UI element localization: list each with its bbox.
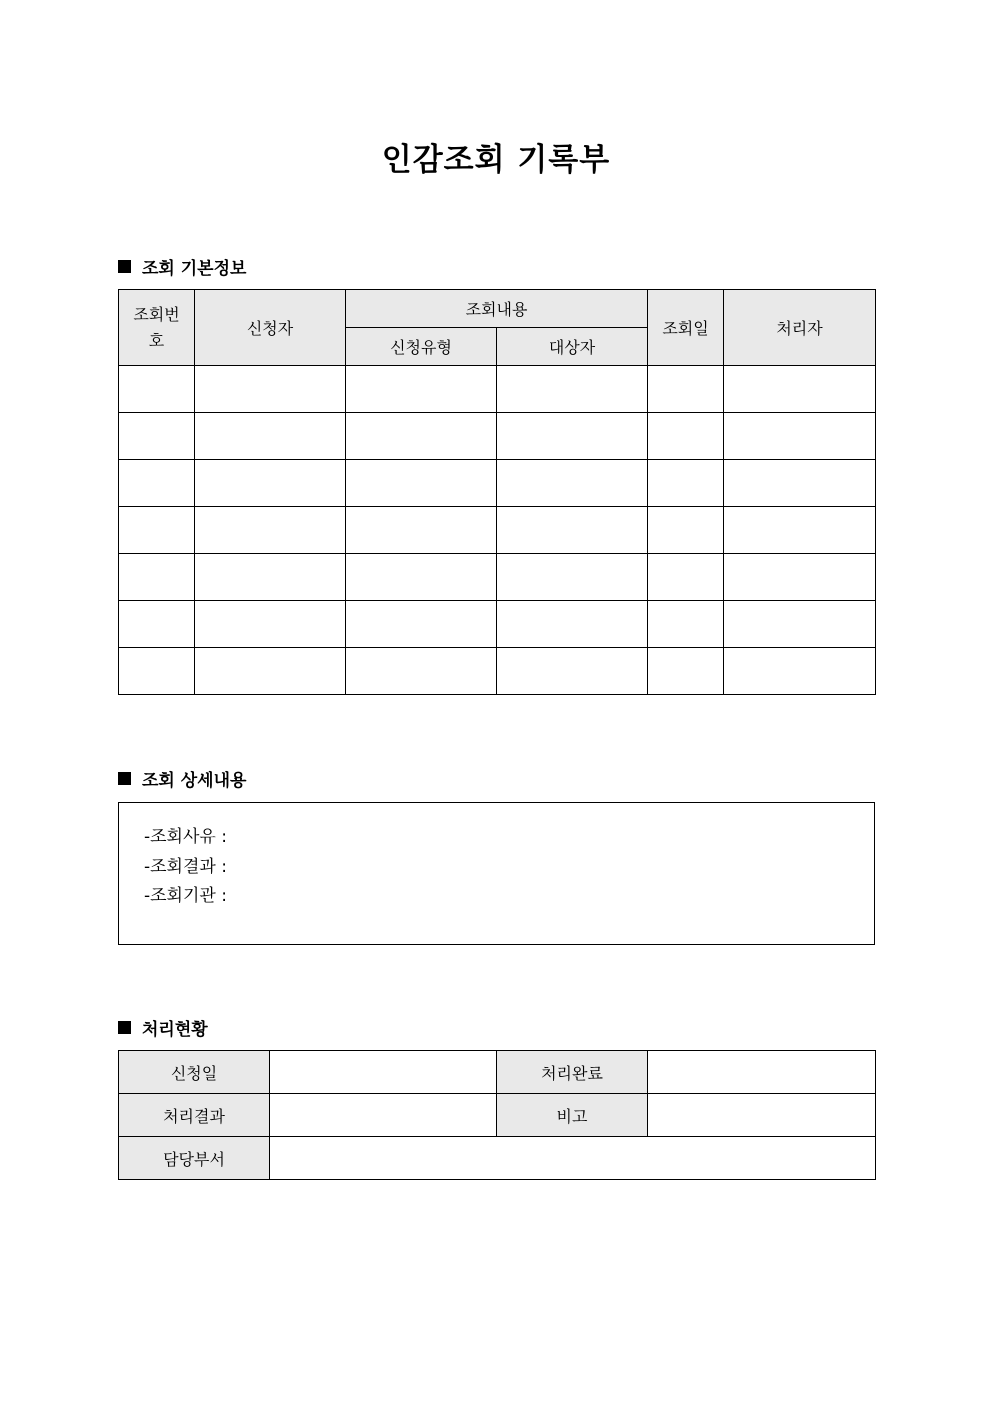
table-row — [119, 460, 876, 507]
table-cell[interactable] — [724, 554, 876, 601]
square-bullet-icon — [118, 1021, 131, 1034]
table-cell[interactable] — [497, 507, 648, 554]
table-cell[interactable] — [648, 366, 724, 413]
table-cell[interactable] — [648, 601, 724, 648]
status-table — [118, 1050, 876, 1180]
header-date: 조회일 — [648, 290, 724, 366]
section-heading-basic-label: 조회 기본정보 — [142, 259, 247, 279]
table-cell[interactable] — [119, 554, 195, 601]
square-bullet-icon — [118, 772, 131, 785]
basic-info-table — [118, 289, 876, 695]
table-row — [119, 601, 876, 648]
detail-box[interactable] — [118, 802, 875, 945]
table-cell[interactable] — [195, 648, 346, 695]
table-cell[interactable] — [497, 366, 648, 413]
detail-line-agency: -조회기관 : — [144, 886, 227, 906]
table-cell[interactable] — [119, 648, 195, 695]
detail-line-result: -조회결과 : — [144, 856, 227, 877]
table-cell[interactable] — [648, 554, 724, 601]
table-cell[interactable] — [195, 366, 346, 413]
table-row — [119, 554, 876, 601]
table-cell[interactable] — [346, 601, 497, 648]
table-cell[interactable] — [648, 413, 724, 460]
table-cell[interactable] — [119, 601, 195, 648]
header-number: 조회번호 — [119, 290, 195, 366]
table-row — [119, 648, 876, 695]
table-cell[interactable] — [724, 366, 876, 413]
table-cell[interactable] — [346, 413, 497, 460]
header-target: 대상자 — [497, 328, 648, 366]
table-cell[interactable] — [119, 413, 195, 460]
table-cell[interactable] — [497, 460, 648, 507]
table-cell[interactable] — [346, 554, 497, 601]
table-cell[interactable] — [724, 648, 876, 695]
value-note[interactable] — [648, 1094, 876, 1137]
table-cell[interactable] — [195, 460, 346, 507]
table-row — [119, 413, 876, 460]
table-cell[interactable] — [497, 413, 648, 460]
table-cell[interactable] — [724, 507, 876, 554]
label-note: 비고 — [497, 1094, 648, 1137]
table-cell[interactable] — [346, 648, 497, 695]
section-heading-detail-label: 조회 상세내용 — [142, 771, 247, 791]
table-cell[interactable] — [346, 460, 497, 507]
header-request-type: 신청유형 — [346, 328, 497, 366]
table-cell[interactable] — [648, 460, 724, 507]
table-cell[interactable] — [195, 601, 346, 648]
table-cell[interactable] — [346, 507, 497, 554]
table-cell[interactable] — [119, 507, 195, 554]
section-heading-detail — [118, 766, 246, 791]
table-row — [119, 1094, 876, 1137]
table-row — [119, 1137, 876, 1180]
label-apply-date: 신청일 — [119, 1051, 270, 1094]
table-row — [119, 366, 876, 413]
label-done: 처리완료 — [497, 1051, 648, 1094]
square-bullet-icon — [118, 260, 131, 273]
value-department[interactable] — [270, 1137, 876, 1180]
table-cell[interactable] — [724, 413, 876, 460]
table-cell[interactable] — [346, 366, 497, 413]
table-row — [119, 1051, 876, 1094]
header-content: 조회내용 — [346, 290, 648, 328]
table-cell[interactable] — [195, 507, 346, 554]
section-heading-status — [118, 1015, 208, 1040]
table-cell[interactable] — [497, 554, 648, 601]
detail-line-reason: -조회사유 : — [144, 827, 227, 847]
value-done[interactable] — [648, 1051, 876, 1094]
table-cell[interactable] — [195, 554, 346, 601]
table-cell[interactable] — [119, 366, 195, 413]
section-heading-basic — [118, 254, 246, 279]
table-cell[interactable] — [648, 507, 724, 554]
value-apply-date[interactable] — [270, 1051, 497, 1094]
table-cell[interactable] — [497, 648, 648, 695]
label-department: 담당부서 — [119, 1137, 270, 1180]
page-title: 인감조회 기록부 — [381, 142, 611, 178]
section-heading-status-label: 처리현황 — [142, 1020, 208, 1040]
table-cell[interactable] — [119, 460, 195, 507]
header-applicant: 신청자 — [195, 290, 346, 366]
label-result: 처리결과 — [119, 1094, 270, 1137]
table-cell[interactable] — [724, 460, 876, 507]
header-handler: 처리자 — [724, 290, 876, 366]
table-cell[interactable] — [497, 601, 648, 648]
table-cell[interactable] — [195, 413, 346, 460]
table-cell[interactable] — [724, 601, 876, 648]
table-cell[interactable] — [648, 648, 724, 695]
table-row — [119, 507, 876, 554]
value-result[interactable] — [270, 1094, 497, 1137]
